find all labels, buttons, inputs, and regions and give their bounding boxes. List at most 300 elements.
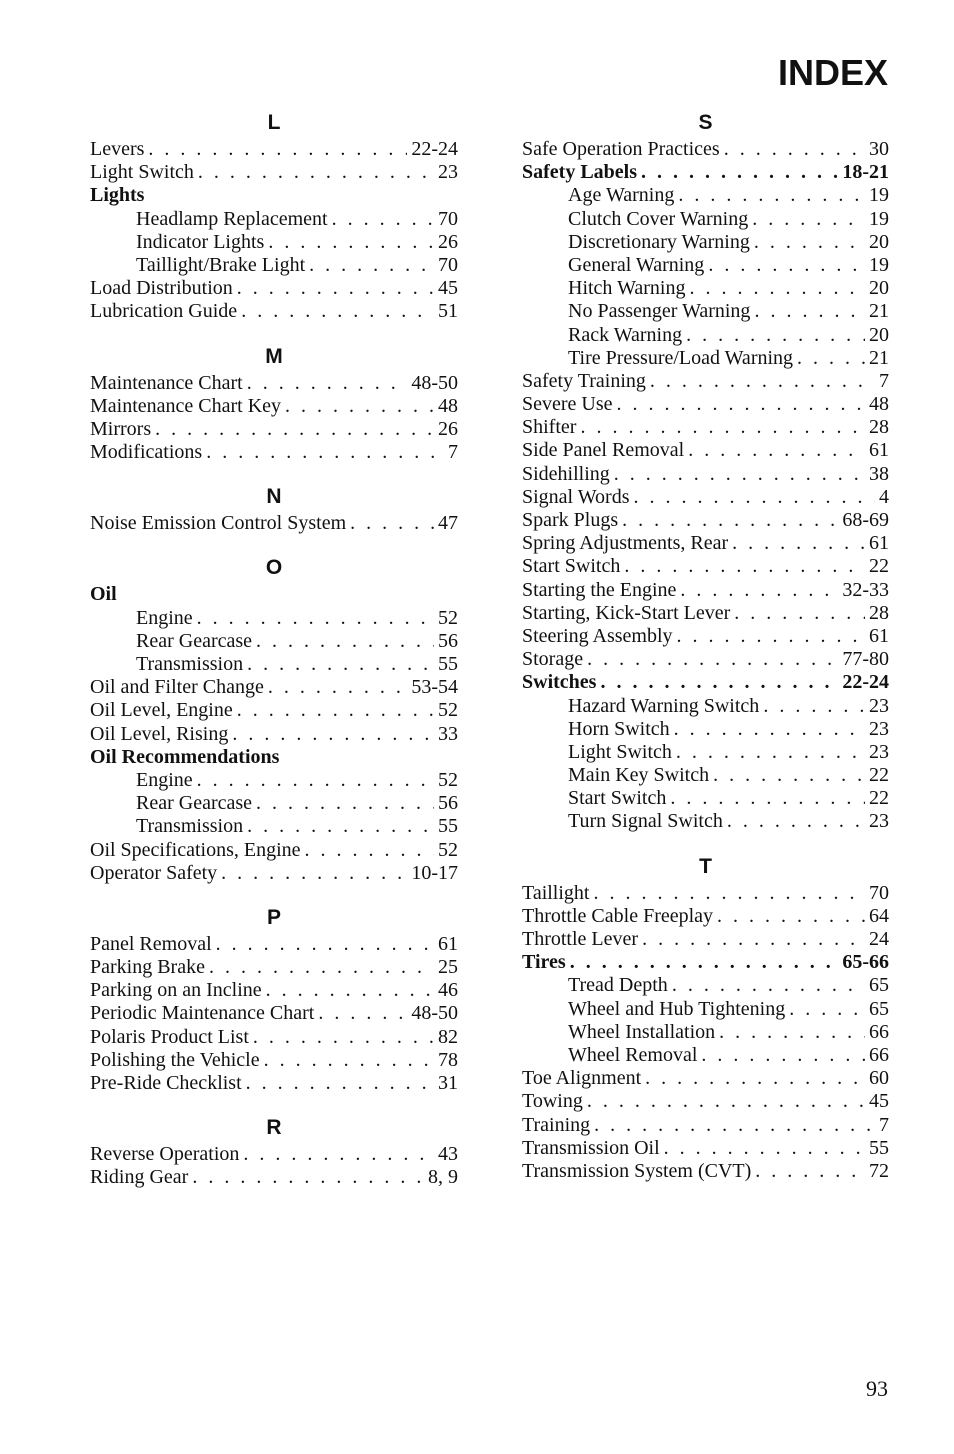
dot-leader [247,653,434,676]
entry-term: Throttle Cable Freeplay [522,904,714,927]
entry-page: 19 [869,184,889,207]
entry-page: 22 [869,555,889,578]
entry-term: Oil Recommendations [90,745,280,768]
dot-leader [754,300,865,323]
entry-page: 26 [438,230,458,253]
index-entry [90,418,458,441]
entry-page: 23 [869,717,889,740]
dot-leader [754,231,865,254]
dot-leader [237,699,434,722]
index-entry [90,1026,458,1049]
entry-term: Panel Removal [90,932,212,955]
entry-term: Taillight [522,881,590,904]
dot-leader [677,625,865,648]
entry-page: 19 [869,253,889,276]
entry-page: 45 [869,1090,889,1113]
entry-term: Noise Emission Control System [90,512,347,535]
entry-page: 46 [438,979,458,1002]
entry-page: 48-50 [411,1002,458,1025]
index-subentry [522,718,889,741]
dot-leader [678,184,865,207]
index-entry [522,463,889,486]
entry-page: 23 [869,810,889,833]
index-entry [90,138,458,161]
entry-term: Maintenance Chart Key [90,394,282,417]
entry-term: Oil [90,583,117,606]
index-subentry [90,607,458,630]
entry-page: 66 [869,1020,889,1043]
entry-page: 48-50 [411,371,458,394]
entry-term: Toe Alignment [522,1067,642,1090]
entry-page: 52 [438,768,458,791]
entry-page: 23 [438,161,458,184]
index-column-right [522,104,889,1201]
dot-leader [155,418,434,441]
entry-term: Oil Level, Rising [90,722,229,745]
index-section [90,482,458,535]
index-entry [90,512,458,535]
entry-term: Polishing the Vehicle [90,1048,260,1071]
entry-term: Parking Brake [90,956,205,979]
index-entry [522,1067,889,1090]
dot-leader [614,463,865,486]
entry-page: 55 [438,653,458,675]
dot-leader [650,370,875,393]
dot-leader [755,1160,865,1183]
entry-term: Transmission Oil [522,1136,660,1159]
index-subentry [522,184,889,207]
entry-term: Spring Adjustments, Rear [522,532,729,555]
entry-page: 51 [438,300,458,323]
index-subentry [522,764,889,787]
entry-page: 52 [438,606,458,629]
entry-page: 45 [438,277,458,300]
index-section [90,553,458,884]
entry-term: Transmission [136,653,244,675]
entry-page: 47 [438,512,458,535]
entry-page: 70 [438,253,458,276]
entry-page: 60 [869,1067,889,1090]
entry-page: 19 [869,207,889,230]
entry-term: Severe Use [522,393,613,416]
index-entry [90,956,458,979]
entry-term: Reverse Operation [90,1143,240,1166]
index-entry [90,839,458,862]
entry-term: Turn Signal Switch [568,810,723,833]
index-entry [522,1137,889,1160]
index-entry [90,184,458,207]
dot-leader [232,723,434,746]
dot-leader [701,1044,865,1067]
index-entry [522,393,889,416]
dot-leader [617,393,865,416]
entry-term: Wheel Removal [568,1043,698,1066]
entry-term: Lubrication Guide [90,300,238,323]
entry-page: 55 [869,1136,889,1159]
entry-page: 66 [869,1043,889,1066]
entry-page: 25 [438,956,458,979]
dot-leader [237,277,434,300]
dot-leader [587,1090,865,1113]
index-subentry [522,1021,889,1044]
entry-term: Hazard Warning Switch [568,694,760,717]
dot-leader [688,439,865,462]
entry-page: 61 [869,439,889,462]
index-entry [90,676,458,699]
entry-term: Wheel Installation [568,1020,716,1043]
entry-term: Hitch Warning [568,277,686,300]
entry-page: 56 [438,629,458,652]
index-subentry [90,630,458,653]
dot-leader [724,138,865,161]
entry-term: Training [522,1113,591,1136]
dot-leader [216,933,434,956]
entry-term: Transmission System (CVT) [522,1159,752,1182]
index-subentry [522,787,889,810]
entry-term: Taillight/Brake Light [136,253,306,276]
entry-page: 78 [438,1048,458,1071]
entry-page: 52 [438,838,458,861]
index-subentry [522,998,889,1021]
entry-term: Towing [522,1090,583,1113]
entry-term: Indicator Lights [136,230,265,253]
entry-page: 8, 9 [428,1166,458,1189]
entry-term: Headlamp Replacement [136,207,328,230]
entry-page: 26 [438,417,458,440]
entry-term: Safety Labels [522,161,637,184]
index-entry [522,439,889,462]
dot-leader [674,718,865,741]
index-subentry [90,792,458,815]
dot-leader [253,1026,434,1049]
entry-term: Clutch Cover Warning [568,207,749,230]
index-subentry [522,208,889,231]
dot-leader [198,161,434,184]
entry-page: 52 [438,699,458,722]
dot-leader [209,956,434,979]
entry-term: Rear Gearcase [136,629,253,652]
index-entry [90,1143,458,1166]
entry-page: 61 [869,532,889,555]
entry-page: 82 [438,1025,458,1048]
entry-page: 7 [879,369,889,392]
entry-page: 65 [869,974,889,997]
entry-term: Starting, Kick-Start Lever [522,601,731,624]
dot-leader [197,769,434,792]
entry-term: Mirrors [90,417,152,440]
index-entry [522,882,889,905]
page-title: INDEX [777,52,888,93]
dot-leader [309,254,434,277]
entry-page: 20 [869,230,889,253]
index-subentry [522,277,889,300]
entry-term: No Passenger Warning [568,300,751,323]
index-entry [90,1002,458,1025]
entry-page: 53-54 [411,676,458,699]
dot-leader [332,208,434,231]
index-subentry [522,1044,889,1067]
dot-leader [719,1021,865,1044]
entry-term: Light Switch [90,161,194,184]
entry-term: Start Switch [568,787,667,810]
dot-leader [732,532,865,555]
index-section [90,108,458,324]
entry-page: 65-66 [842,951,889,974]
index-entry [90,372,458,395]
entry-term: Start Switch [522,555,621,578]
entry-page: 22 [869,764,889,787]
index-entry [522,138,889,161]
entry-term: Starting the Engine [522,578,677,601]
entry-page: 20 [869,323,889,346]
entry-page: 28 [869,601,889,624]
entry-term: Periodic Maintenance Chart [90,1002,315,1025]
entry-page: 7 [448,441,458,464]
dot-leader [752,208,865,231]
section-letter: L [267,111,281,134]
index-subentry [90,208,458,231]
dot-leader [594,1114,875,1137]
entry-page: 22-24 [842,671,889,694]
dot-leader [256,792,434,815]
entry-page: 38 [869,462,889,485]
dot-leader [797,347,865,370]
entry-term: Maintenance Chart [90,371,243,394]
section-letter: N [266,485,282,509]
dot-leader [624,555,865,578]
entry-page: 33 [438,722,458,745]
entry-page: 22 [869,787,889,810]
entry-term: Horn Switch [568,717,670,740]
index-entry [522,951,889,974]
dot-leader [246,1072,434,1095]
entry-page: 20 [869,277,889,300]
index-subentry [90,769,458,792]
index-entry [90,583,458,606]
entry-page: 22-24 [411,138,458,160]
entry-page: 56 [438,792,458,815]
index-entry [90,979,458,1002]
entry-page: 61 [869,624,889,647]
entry-term: Safety Training [522,369,646,392]
entry-page: 23 [869,694,889,717]
index-entry [522,671,889,694]
section-letter: S [698,111,713,134]
page-number: 93 [866,1376,888,1401]
index-entry [90,161,458,184]
entry-term: Polaris Product List [90,1025,249,1048]
entry-page: 24 [869,928,889,950]
entry-term: Oil Level, Engine [90,699,233,722]
index-subentry [522,324,889,347]
dot-leader [247,815,434,838]
dot-leader [266,979,434,1002]
entry-term: Parking on an Incline [90,979,262,1002]
dot-leader [708,254,865,277]
entry-term: Spark Plugs [522,509,619,531]
index-entry [522,905,889,928]
entry-page: 43 [438,1143,458,1166]
index-entry [522,579,889,602]
dot-leader [680,579,838,602]
index-entry [522,370,889,393]
dot-leader [622,509,838,532]
entry-term: Throttle Lever [522,928,639,950]
entry-term: Tires [522,951,566,974]
entry-page: 70 [438,207,458,230]
index-entry [522,161,889,184]
dot-leader [734,602,865,625]
index-subentry [90,231,458,254]
dot-leader [670,787,865,810]
section-letter: M [265,344,283,368]
dot-leader [256,630,434,653]
entry-page: 70 [869,881,889,904]
entry-page: 21 [869,300,889,323]
dot-leader [642,928,865,951]
entry-page: 48 [869,393,889,416]
dot-leader [689,277,865,300]
index-entry [90,277,458,300]
entry-page: 31 [438,1072,458,1094]
entry-term: Light Switch [568,740,672,763]
dot-leader [221,862,407,885]
entry-page: 48 [438,394,458,417]
entry-page: 7 [879,1113,889,1136]
entry-term: Shifter [522,416,577,439]
index-entry [522,416,889,439]
dot-leader [789,998,865,1021]
index-entry [90,300,458,323]
dot-leader [587,648,838,671]
index-subentry [90,815,458,838]
index-section [90,1113,458,1189]
dot-leader [148,138,407,161]
entry-page: 65 [869,997,889,1020]
dot-leader [593,882,865,905]
entry-term: Riding Gear [90,1166,189,1189]
dot-leader [727,810,865,833]
index-entry [522,1114,889,1137]
entry-page: 10-17 [411,861,458,884]
section-letter: T [699,854,712,878]
dot-leader [645,1067,865,1090]
entry-term: Safe Operation Practices [522,138,720,160]
index-entry [90,723,458,746]
index-subentry [522,810,889,833]
entry-term: Age Warning [568,184,675,207]
index-entry [522,602,889,625]
entry-term: Oil Specifications, Engine [90,838,301,861]
entry-term: Storage [522,648,584,671]
entry-term: Tread Depth [568,974,668,997]
index-entry [522,555,889,578]
dot-leader [350,512,434,535]
dot-leader [197,607,434,630]
index-entry [522,928,889,951]
dot-leader [686,324,865,347]
dot-leader [763,695,865,718]
entry-page: 4 [879,485,889,508]
entry-page: 72 [869,1159,889,1182]
entry-term: Main Key Switch [568,764,710,787]
entry-term: Transmission [136,815,244,838]
index-entry [90,1166,458,1189]
dot-leader [206,441,444,464]
index-entry [522,625,889,648]
entry-term: Engine [136,606,193,629]
index-section [90,903,458,1095]
section-letter: O [265,556,283,580]
index-entry [90,1049,458,1072]
dot-leader [641,161,838,184]
dot-leader [664,1137,865,1160]
index-section [522,852,889,1183]
entry-term: Wheel and Hub Tightening [568,997,786,1020]
entry-term: Oil and Filter Change [90,676,264,699]
entry-term: Discretionary Warning [568,230,750,253]
dot-leader [580,416,865,439]
entry-page: 32-33 [842,578,889,601]
entry-term: Switches [522,671,597,694]
entry-page: 30 [869,138,889,160]
index-entry [90,441,458,464]
entry-page: 64 [869,904,889,927]
entry-page: 23 [869,740,889,763]
index-subentry [522,231,889,254]
index-column-left [90,104,458,1208]
dot-leader [247,372,408,395]
dot-leader [318,1002,407,1025]
dot-leader [268,231,434,254]
index-section [90,342,458,465]
index-entry [522,509,889,532]
entry-page: 61 [438,932,458,955]
entry-page: 77-80 [842,648,889,671]
index-subentry [522,254,889,277]
entry-page: 28 [869,416,889,439]
entry-term: Lights [90,184,145,207]
index-entry [522,1160,889,1183]
index-entry [90,862,458,885]
entry-term: Rear Gearcase [136,792,253,815]
index-subentry [522,974,889,997]
entry-term: Sidehilling [522,462,610,485]
index-section [522,108,889,834]
index-entry [522,648,889,671]
dot-leader [192,1166,424,1189]
dot-leader [676,741,865,764]
dot-leader [305,839,434,862]
entry-term: Modifications [90,441,203,464]
dot-leader [241,300,434,323]
entry-page: 21 [869,346,889,369]
entry-term: Engine [136,768,193,791]
entry-term: Levers [90,138,145,160]
dot-leader [264,1049,434,1072]
index-entry [522,532,889,555]
dot-leader [633,486,875,509]
dot-leader [285,395,434,418]
index-subentry [90,254,458,277]
index-entry [522,486,889,509]
entry-term: Steering Assembly [522,624,673,647]
index-entry [90,1072,458,1095]
dot-leader [570,951,839,974]
dot-leader [713,764,865,787]
dot-leader [717,905,865,928]
entry-term: Load Distribution [90,277,233,300]
